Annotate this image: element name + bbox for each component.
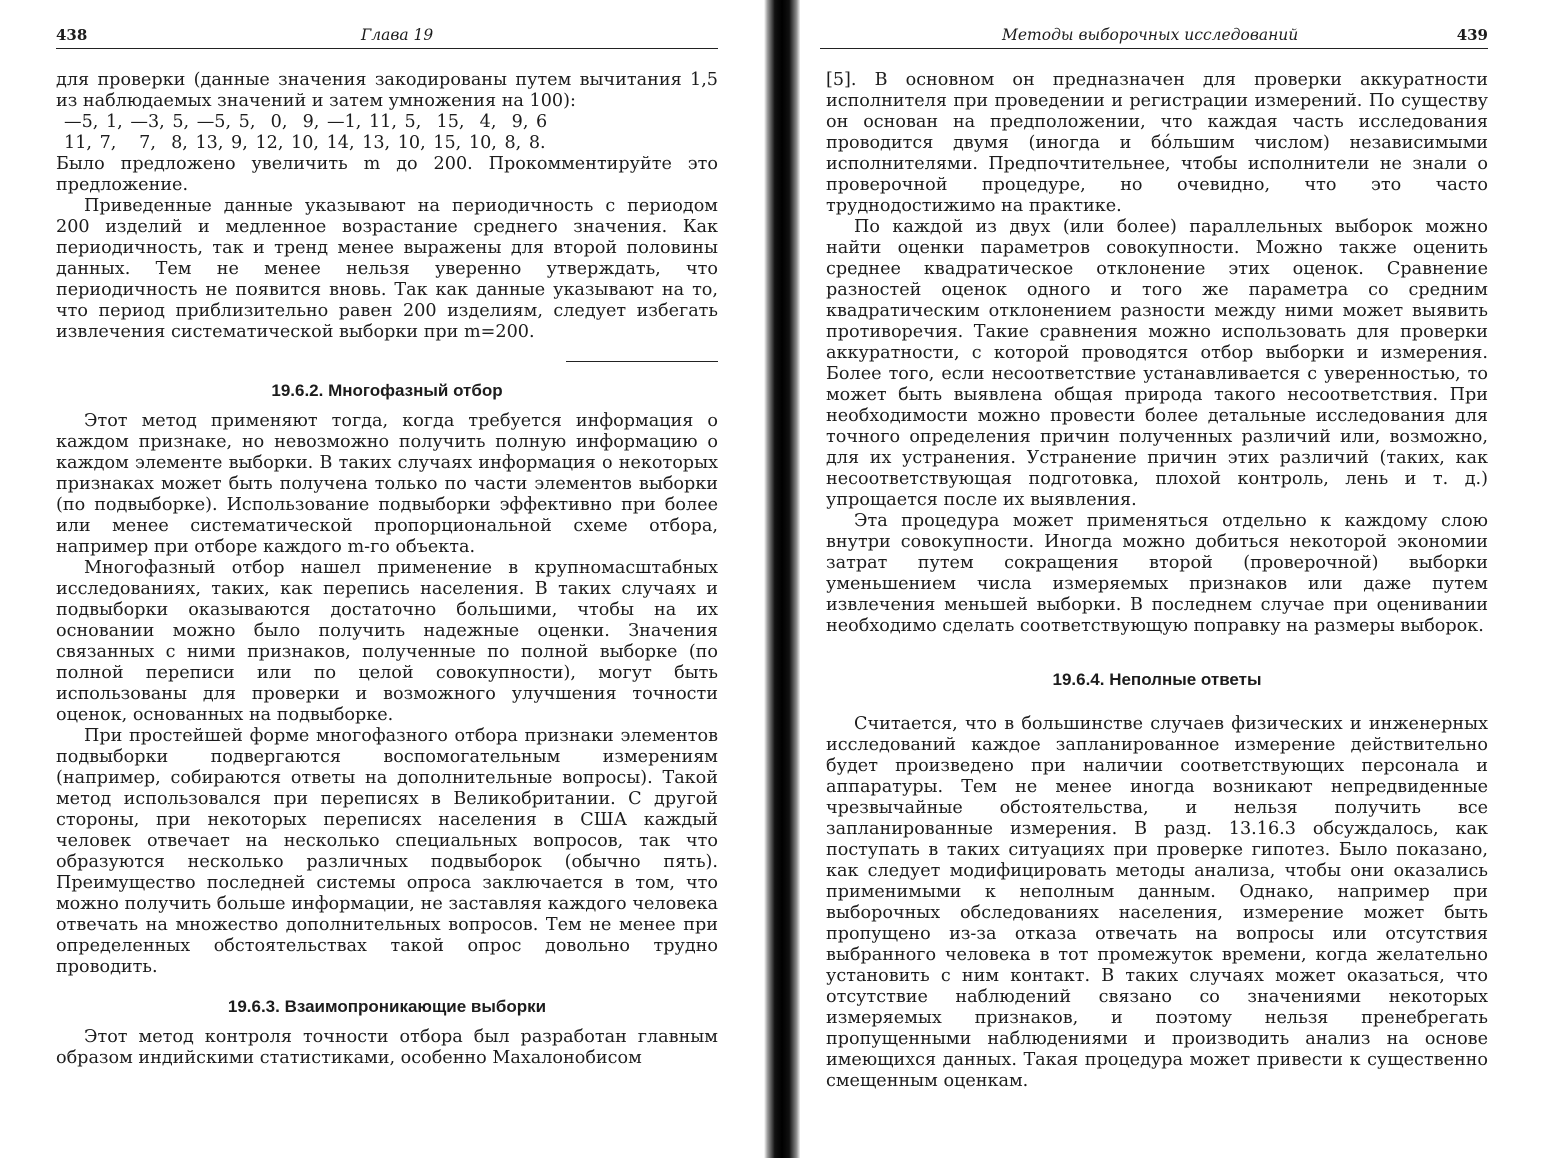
paragraph: Считается, что в большинстве случаев физических и инженерных исследований каждое запланированное измерение действительно будет произведено при наличии соответствующих персонала и аппаратуры. Тем не менее иногда возникают непредвиденные чрезвычайные обстоятельства, и нельзя получить все запланированные измерения. В разд. 13.16.3 обсуждалось, как поступать в таких ситуациях при проверке гипотез. Было показано, как следует модифицировать методы анализа, чтобы они оказались применимыми к неполным данным. Однако, например при выборочных обследованиях населения, измерение может быть пропущено из-за отказа отвечать на вопросы или отсутствия выбранного человека в тот промежуток времени, когда желательно установить с ним контакт. В таких случаях может оказаться, что отсутствие наблюдений связано со значениями некоторых измеряемых признаков, и поэтому нельзя пренебрегать пропущенными наблюдениями и производить анализ на основе имеющихся данных. Такая процедура может привести к существенно смещенным оценкам. [826,714,1488,1091]
paragraph: Многофазный отбор нашел применение в крупномасштабных исследованиях, таких, как перепись населения. В таких случаях и подвыборки оказываются достаточно большими, чтобы на их основании можно было получить надежные оценки. Значения связанных с ними признаков, полученные по полной выборке (по полной переписи или по целой совокупности), могут быть использованы для проверки и возможного улучшения точности оценок, основанных на подвыборке. [56,558,718,725]
right-page-body [826,70,1488,1092]
paragraph: При простейшей форме многофазного отбора признаки элементов подвыборки подвергаются воспомогательным измерениям (например, собираются ответы на дополнительные вопросы). Такой метод использовался при переписях в Великобритании. С другой стороны, при некоторых переписях населения в США каждый человек отвечает на несколько специальных вопросов, так что образуются несколько различных подвыборок (обычно пять). Преимущество последней системы опроса заключается в том, что можно получить больше информации, не заставляя каждого человека отвечать на множество дополнительных вопросов. Тем не менее при определенных обстоятельствах такой опрос довольно трудно проводить. [56,726,718,977]
coded-values-line-1: —5, 1, —3, 5, —5, 5, 0, 9, —1, 11, 5, 15, 4, 9, 6 [64,112,548,132]
section-heading-19-6-3: 19.6.3. Взаимопроникающие выборки [227,997,547,1016]
book-spine-gutter [764,0,800,1158]
paragraph: Этот метод контроля точности отбора был разработан главным образом индийскими статистиками, особенно Махалонобисом [56,1027,718,1068]
section-heading-19-6-2: 19.6.2. Многофазный отбор [271,381,503,400]
running-title: Методы выборочных исследований [1002,26,1299,44]
exercise-question: Было предложено увеличить m до 200. Прокомментируйте это предложение. [56,154,718,195]
paragraph: Эта процедура может применяться отдельно к каждому слою внутри совокупности. Иногда можно добиться некоторой экономии затрат путем сокращения второй (проверочной) выборки уменьшением числа измеряемых признаков или даже путем извлечения меньшей выборки. В последнем случае при оценивании необходимо сделать соответствующую поправку на размеры выборок. [826,511,1488,636]
page-number: 439 [1456,26,1488,44]
exercise-intro: для проверки (данные значения закодированы путем вычитания 1,5 из наблюдаемых значений и затем умножения на 100): [56,70,718,111]
left-page [0,0,760,1158]
right-page-header [820,24,1488,49]
running-title: Глава 19 [361,26,434,44]
paragraph: По каждой из двух (или более) параллельных выборок можно найти оценки параметров совокупности. Можно также оценить среднее квадратическое отклонение этих оценок. Сравнение разностей оценок одного и того же параметра со средним квадратическим отклонением разности между ними может выявить противоречия. Такие сравнения можно использовать для проверки аккуратности, с которой проводятся отбор выборки и измерения. Более того, если несоответствие устанавливается с уверенностью, то может быть выявлена общая природа такого несоответствия. При необходимости можно провести более детальные исследования для точного определения причин полученных различий или, возможно, для их устранения. Устранение причин этих различий (таких, как несоответствующая подготовка, плохой контроль, лень и т. д.) упрощается после их выявления. [826,217,1488,510]
coded-values-line-2: 11, 7, 7, 8, 13, 9, 12, 10, 14, 13, 10, 15, 10, 8, 8. [64,133,546,153]
paragraph: Этот метод применяют тогда, когда требуется информация о каждом признаке, но невозможно получить полную информацию о каждом элементе выборки. В таких случаях информация о некоторых признаках может быть получена только по части элементов выборки (по подвыборке). Использование подвыборки эффективно при более или менее систематической пропорциональной схеме отбора, например при отборе каждого m-го объекта. [56,411,718,557]
paragraph: [5]. В основном он предназначен для проверки аккуратности исполнителя при проведении и регистрации измерений. По существу он основан на предположении, что каждая часть исследования проводится двумя (иногда и бóльшим числом) независимыми исполнителями. Предпочтительнее, чтобы исполнители не знали о проверочной процедуре, но очевидно, что это часто труднодостижимо на практике. [826,70,1488,216]
exercise-answer: Приведенные данные указывают на периодичность с периодом 200 изделий и медленное возрастание среднего значения. Как периодичность, так и тренд менее выражены для второй половины данных. Тем не менее нельзя уверенно утверждать, что периодичность не появится вновь. Так как данные указывают на то, что период приблизительно равен 200 изделиям, следует избегать извлечения систематической выборки при m=200. [56,196,718,342]
right-page [800,0,1568,1158]
left-page-header [56,24,718,49]
section-heading-19-6-4: 19.6.4. Неполные ответы [1052,670,1262,689]
page-number: 438 [56,26,88,44]
left-page-body [56,70,718,1069]
answer-end-rule [566,361,718,362]
